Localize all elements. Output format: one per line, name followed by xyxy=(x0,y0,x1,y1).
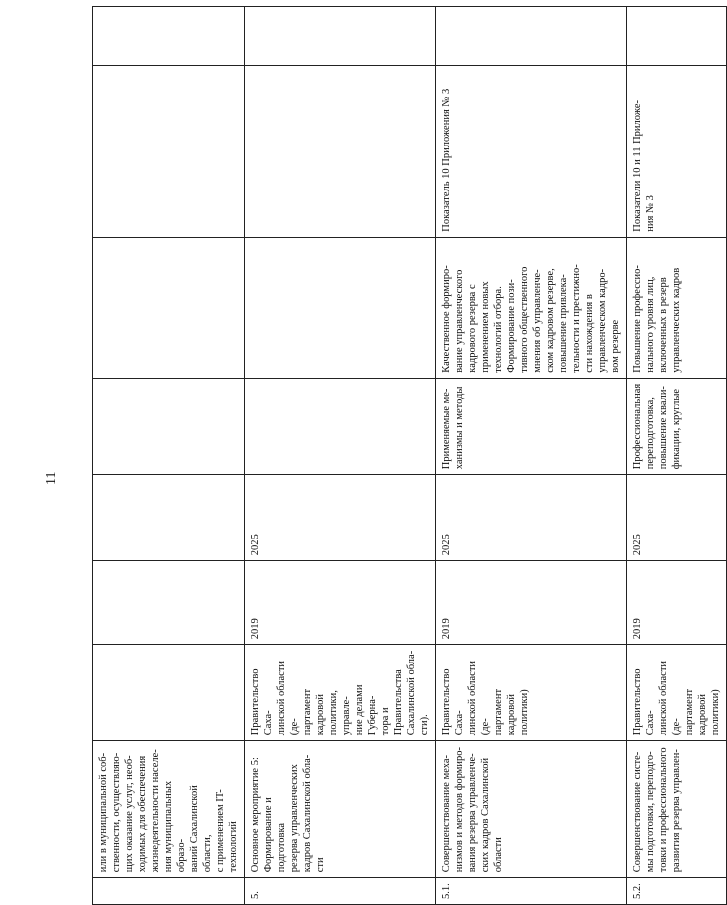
directions-cell: Профессиональная переподготовка, повышение квали- фикации, круглые xyxy=(627,378,727,475)
end-year-cell: 2025 xyxy=(436,475,627,561)
table-row xyxy=(627,6,727,904)
table-row xyxy=(245,6,436,904)
extra-cell xyxy=(627,6,727,65)
extra-cell xyxy=(245,6,436,65)
start-year-cell: 2019 xyxy=(627,561,727,645)
table-row xyxy=(93,6,245,904)
activity-cell: Совершенствование систе- мы подготовки, переподго- товки и профессионального развития резерва управлен- xyxy=(627,741,727,878)
activity-cell: Основное мероприятие 5: Формирование и подготовка резерва управленческих кадров Сахалинской обла- сти xyxy=(245,741,436,878)
result-cell: Повышение профессио- нального уровня лиц, включенных в резерв управленческих кадров xyxy=(627,237,727,378)
start-year-cell: 2019 xyxy=(436,561,627,645)
executor-cell: Правительство Саха- линской области (де- партамент кадровой политики) xyxy=(436,645,627,741)
activities-table xyxy=(92,6,727,905)
directions-cell: Применяемые ме- ханизмы и методы xyxy=(436,378,627,475)
activity-cell: Совершенствование меха- низмов и методов формиро- вания резерва управленче- ских кадров Сахалинской области xyxy=(436,741,627,878)
extra-cell xyxy=(436,6,627,65)
end-year-cell: 2025 xyxy=(627,475,727,561)
indicator-cell xyxy=(93,65,245,237)
page-number: 11 xyxy=(44,471,59,485)
executor-cell: Правительство Саха- линской области (де- партамент кадровой политики, управле- ние делами Губерна- тора и Правительства Сахалинской обла- сти). xyxy=(245,645,436,741)
directions-cell xyxy=(245,378,436,475)
row-number: 5.2. xyxy=(627,878,727,905)
result-cell: Качественное формиро- вание управленческого кадрового резерва с применением новых технологий отбора. Формирование пози- тивного общественного мнения об управленче- ском кадровом резерве, повышение привлека- тельности и престижно- сти нахождения в управленческом кадро- вом резерве xyxy=(436,237,627,378)
extra-cell xyxy=(93,6,245,65)
result-cell xyxy=(245,237,436,378)
end-year-cell xyxy=(93,475,245,561)
end-year-cell: 2025 xyxy=(245,475,436,561)
row-number xyxy=(93,878,245,905)
result-cell xyxy=(93,237,245,378)
indicator-cell xyxy=(245,65,436,237)
executor-cell: Правительство Саха- линской области (де- партамент кадровой политики) xyxy=(627,645,727,741)
row-number: 5. xyxy=(245,878,436,905)
directions-cell xyxy=(93,378,245,475)
indicator-cell: Показатели 10 и 11 Приложе- ния № 3 xyxy=(627,65,727,237)
table-row xyxy=(436,6,627,904)
indicator-cell: Показатель 10 Приложения № 3 xyxy=(436,65,627,237)
start-year-cell xyxy=(93,561,245,645)
executor-cell xyxy=(93,645,245,741)
start-year-cell: 2019 xyxy=(245,561,436,645)
row-number: 5.1. xyxy=(436,878,627,905)
activity-cell: или в муниципальной соб- ственности, осуществляю- щих оказание услуг, необ- ходимых для обеспечения жизнедеятельности населе- ния муниципальных образо- ваний Сахалинской области, с применением IT- технологий xyxy=(93,741,245,878)
